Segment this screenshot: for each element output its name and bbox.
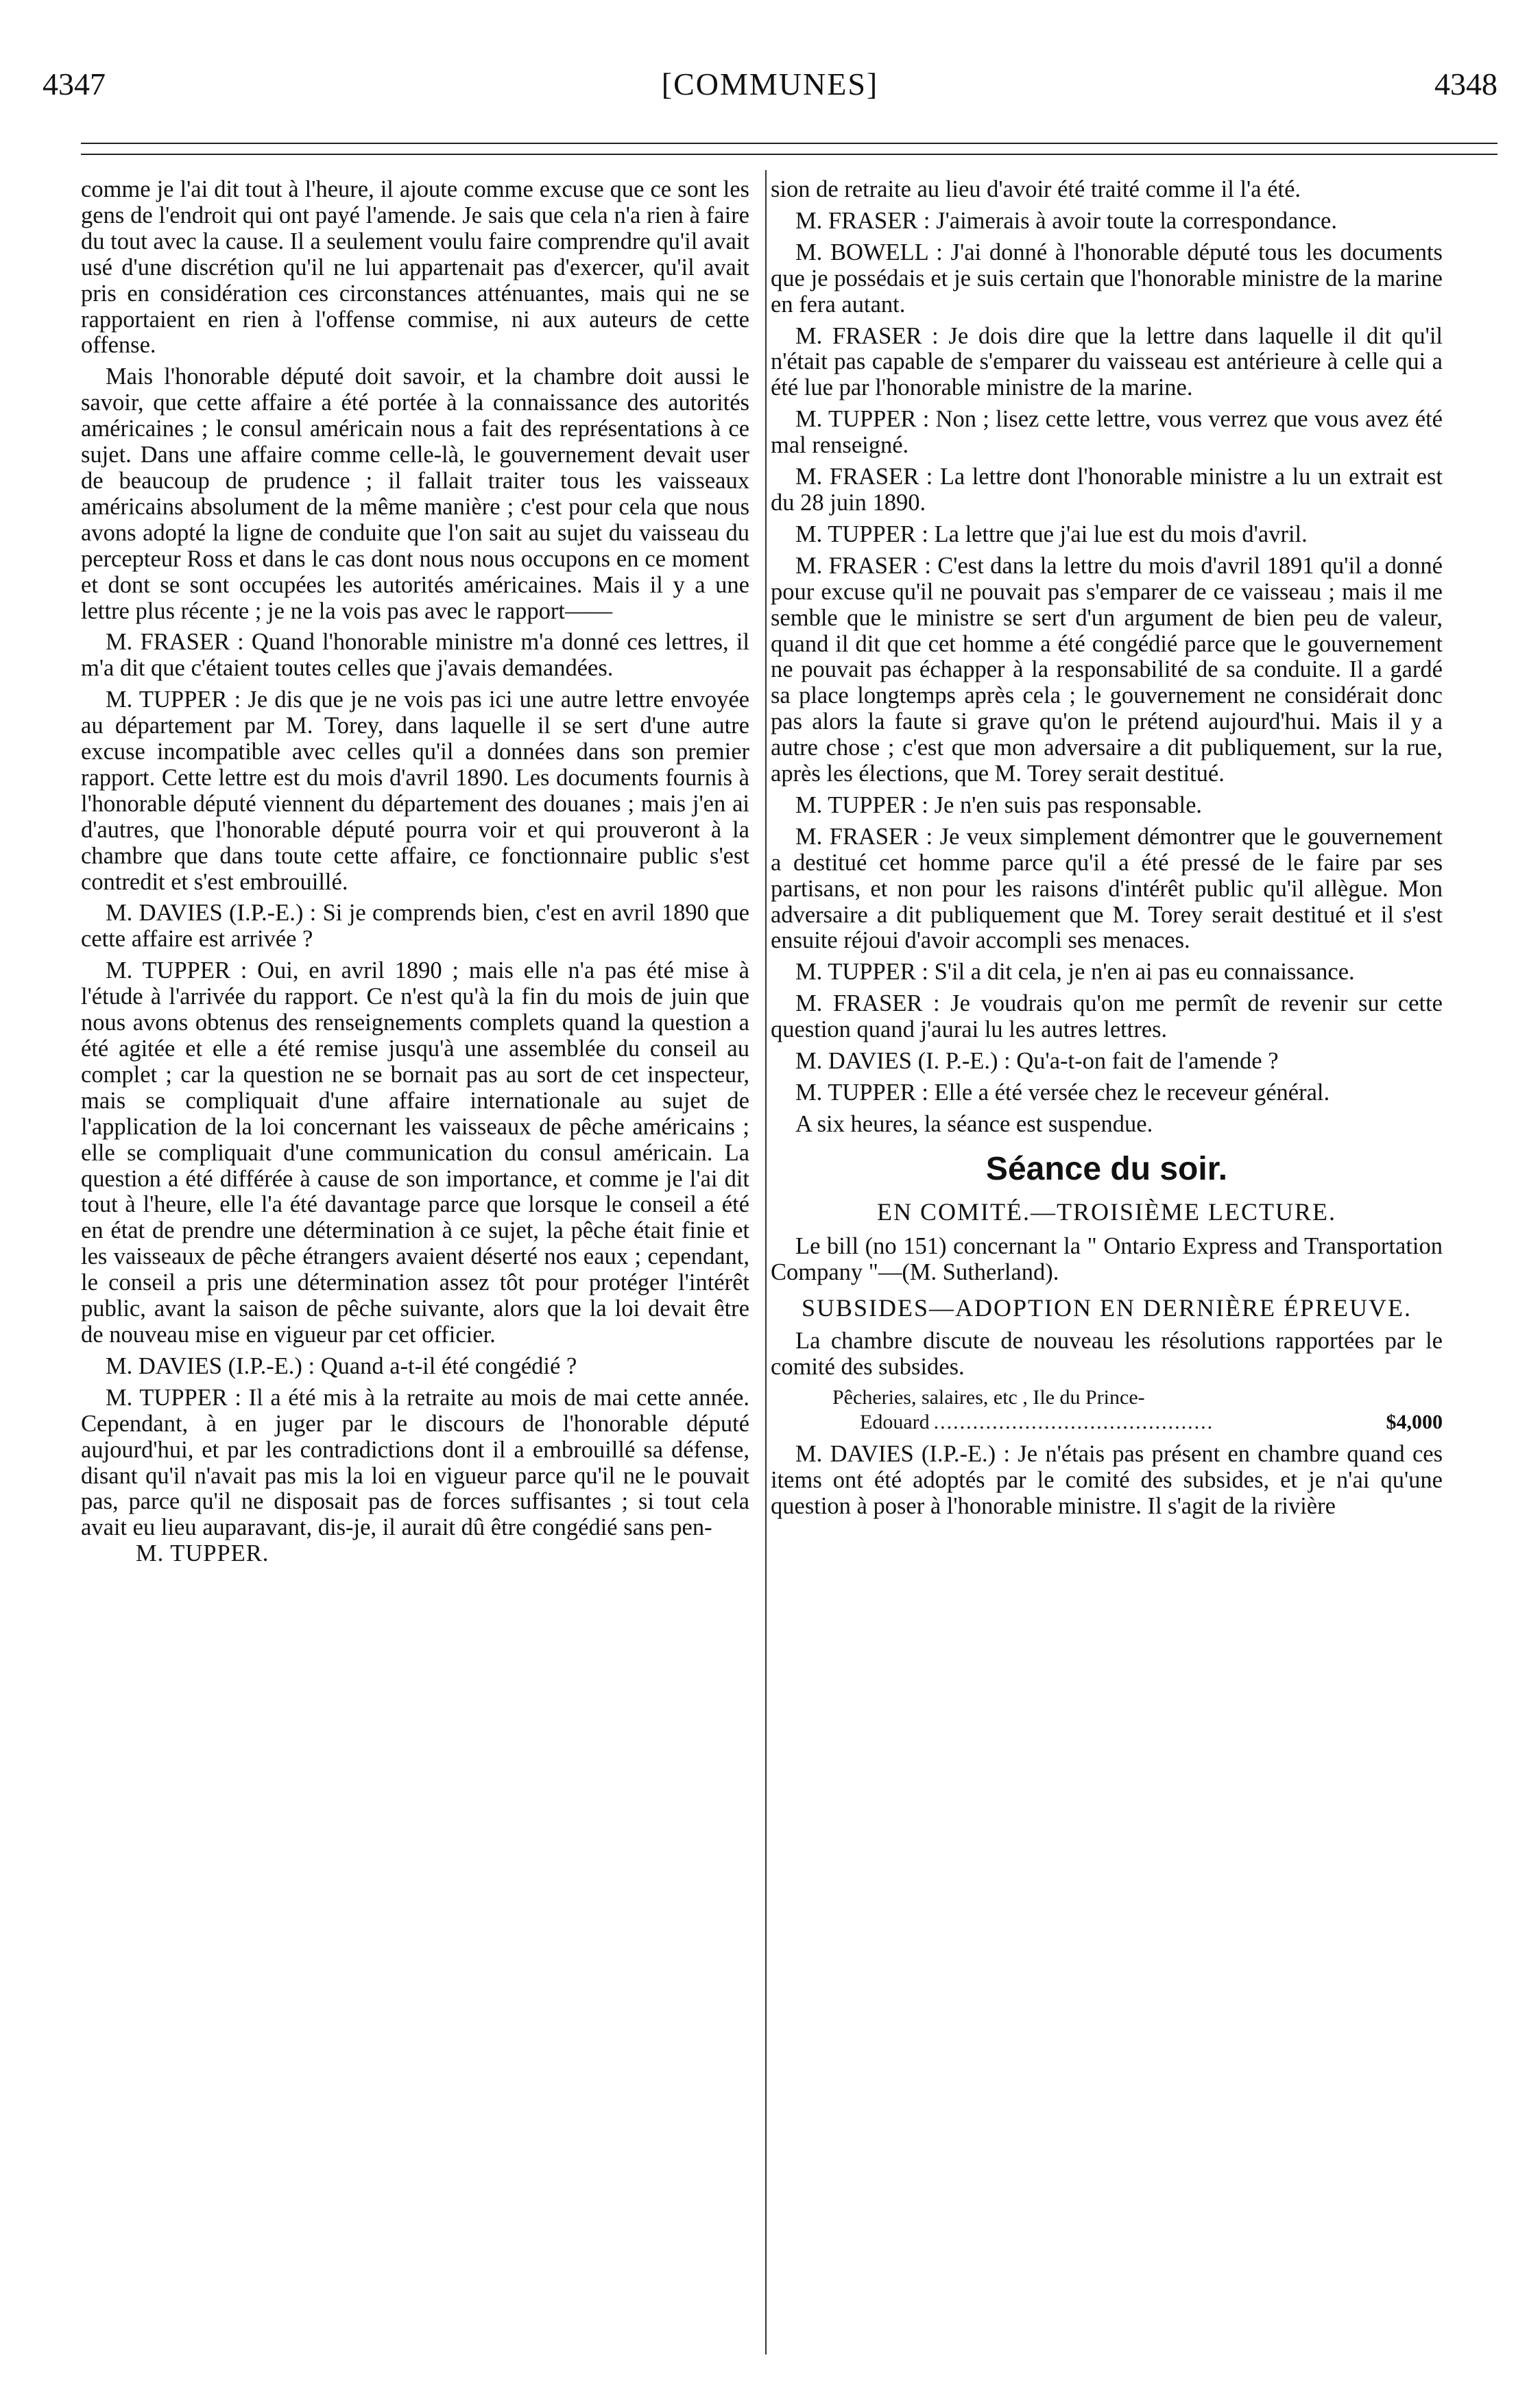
left-column bbox=[81, 177, 749, 2354]
paragraph: M. TUPPER : La lettre que j'ai lue est du mois d'avril. bbox=[795, 521, 1308, 547]
item-line2 bbox=[771, 1410, 1443, 1435]
column-separator bbox=[765, 170, 767, 2354]
subsides-heading: SUBSIDES—ADOPTION EN DERNIÈRE ÉPREUVE. bbox=[801, 1293, 1412, 1322]
bill-paragraph: Le bill (no 151) concernant la " Ontario Express and Transportation Company "—(M. Sutherland). bbox=[771, 1232, 1443, 1285]
running-header bbox=[43, 66, 1497, 107]
paragraph: M. FRASER : Je veux simplement démontrer que le gouvernement a destitué cet homme parce qu'il a été pressé de le faire par ses partisans, et non pour les raisons d'intérêt public qu'il allègue. Mon adversaire a dit publiquement que M. Torey serait destitué et il s'est ensuite réjoui d'avoir accompli ses menaces. bbox=[771, 823, 1443, 954]
paragraph: M. TUPPER : S'il a dit cela, je n'en ai pas eu connaissance. bbox=[795, 959, 1355, 986]
seance-heading: Séance du soir. bbox=[985, 1150, 1228, 1187]
page-number-right: 4348 bbox=[1434, 67, 1497, 102]
header-rule-top bbox=[81, 143, 1497, 144]
estimate-item bbox=[771, 1385, 1443, 1435]
paragraph: M. TUPPER : Elle a été versée chez le receveur général. bbox=[795, 1079, 1330, 1106]
paragraph: M. FRASER : Quand l'honorable ministre m'a donné ces lettres, il m'a dit que c'étaient toutes celles que j'avais demandées. bbox=[81, 629, 749, 682]
paragraph: M. FRASER : Je voudrais qu'on me permît de revenir sur cette question quand j'aurai lu les autres lettres. bbox=[771, 990, 1443, 1043]
paragraph: M. FRASER : C'est dans la lettre du mois d'avril 1891 qu'il a donné pour excuse qu'il ne pouvait pas s'emparer de ce vaisseau ; mais il me semble que le ministre se sert d'un argument de bien peu de valeur, quand il dit que cet homme a été congédié parce que le gouvernement ne pouvait pas échapper à la responsabilité de sa conduite. Il a gardé sa place longtemps après cela ; le gouvernement ne considérait donc pas alors la faute si grave qu'on le prétend aujourd'hui. Mais il y a autre chose ; c'est que mon adversaire a dit publiquement, sur la rue, après les élections, que M. Torey serait destitué. bbox=[771, 552, 1443, 787]
paragraph: M. TUPPER : Je n'en suis pas responsable. bbox=[795, 791, 1203, 818]
item-label-line2: Edouard bbox=[860, 1411, 930, 1434]
right-column bbox=[771, 177, 1443, 2354]
paragraph: M. TUPPER : Je dis que je ne vois pas ici une autre lettre envoyée au département par M. Torey, dans laquelle il se sert d'une autre excuse incompatible avec celles qu'il a données dans son premier rapport. Cette lettre est du mois d'avril 1890. Les documents fournis à l'honorable député viennent du département des douanes ; mais j'en ai d'autres, que l'honorable député pourra voir et qui prouveront à la chambre que dans toute cette affaire, ce fonctionnaire public s'est contredit et s'est embrouillé. bbox=[81, 687, 749, 895]
subsides-paragraph: La chambre discute de nouveau les résolutions rapportées par le comité des subsides. bbox=[771, 1327, 1443, 1380]
header-rule-bottom bbox=[81, 154, 1497, 155]
paragraph: M. TUPPER : Il a été mis à la retraite au mois de mai cette année. Cependant, à en juger par le discours de l'honorable député aujourd'hui, et par les contradictions dont il a embrouillé sa défense, disant qu'il n'avait pas mis la loi en vigueur parce qu'il ne le pouvait pas, parce qu'il ne disposait pas de forces suffisantes ; si tout cela avait eu lieu auparavant, dis-je, il aurait dû être congédié sans pen- bbox=[81, 1384, 749, 1541]
paragraph: sion de retraite au lieu d'avoir été traité comme il l'a été. bbox=[771, 177, 1301, 202]
paragraph: M. DAVIES (I.P.-E.) : Si je comprends bien, c'est en avril 1890 que cette affaire est arrivée ? bbox=[81, 900, 749, 953]
paragraph: M. FRASER : Je dois dire que la lettre dans laquelle il dit qu'il n'était pas capable de s'emparer du vaisseau est antérieure à celle qui a été lue par l'honorable ministre de la marine. bbox=[771, 322, 1443, 401]
item-label-line1: Pêcheries, salaires, etc , Ile du Prince- bbox=[832, 1386, 1145, 1409]
paragraph: M. DAVIES (I. P.-E.) : Qu'a-t-on fait de l'amende ? bbox=[795, 1048, 1279, 1075]
paragraph: comme je l'ai dit tout à l'heure, il ajoute comme excuse que ce sont les gens de l'endroit qui ont payé l'amende. Je sais que cela n'a rien à faire du tout avec la cause. Il a seulement voulu faire comprendre qu'il avait usé d'une discrétion qu'il ne lui appartenait pas d'exercer, qu'il avait pris en considération ces circonstances atténuantes, mais qui ne se rapportaient en rien à l'offense commise, ni aux auteurs de cette offense. bbox=[81, 177, 749, 359]
paragraph: M. FRASER : La lettre dont l'honorable ministre a lu un extrait est du 28 juin 1890. bbox=[771, 464, 1443, 516]
paragraph: M. FRASER : J'aimerais à avoir toute la correspondance. bbox=[795, 207, 1337, 234]
page-number-left: 4347 bbox=[43, 67, 106, 102]
header-title: [COMMUNES] bbox=[661, 67, 879, 102]
item-amount: $4,000 bbox=[1386, 1411, 1443, 1434]
paragraph: M. BOWELL : J'ai donné à l'honorable député tous les documents que je possédais et je suis certain que l'honorable ministre de la marine en fera autant. bbox=[771, 239, 1443, 318]
paragraph: Mais l'honorable député doit savoir, et la chambre doit aussi le savoir, que cette affaire a été portée à la connaissance des autorités américaines ; le consul américain nous a fait des représentations à ce sujet. Dans une affaire comme celle-là, le gouvernement devait user de beaucoup de prudence ; il fallait traiter tous les vaisseaux américains absolument de la même manière ; c'est pour cela que nous avons adopté la ligne de conduite que l'on sait au sujet du vaisseau du percepteur Ross et dans le cas dont nous nous occupons en ce moment et dont se sont occupées les autorités américaines. Mais il y a une lettre plus récente ; je ne la vois pas avec le rapport—— bbox=[81, 363, 749, 624]
paragraph: M. DAVIES (I.P.-E.) : Quand a-t-il été congédié ? bbox=[106, 1352, 577, 1379]
paragraph: A six heures, la séance est suspendue. bbox=[795, 1110, 1153, 1137]
item-leader-dots: ........................................... bbox=[933, 1411, 1214, 1434]
comite-heading: EN COMITÉ.—TROISIÈME LECTURE. bbox=[877, 1197, 1336, 1226]
catchword: M. TUPPER. bbox=[136, 1540, 269, 1567]
paragraph: M. TUPPER : Oui, en avril 1890 ; mais elle n'a pas été mise à l'étude à l'arrivée du rapport. Ce n'est qu'à la fin du mois de juin que nous avons obtenus des renseignements complets quand la question a été agitée et elle a été remise jusqu'à une assemblée du conseil au complet ; car la question ne se bornait pas au sort de cet inspecteur, mais se compliquait d'une affaire internationale au sujet de l'application de la loi concernant les vaisseaux de pêche américains ; elle se compliquait d'une communication du consul américain. La question a été différée à cause de son importance, et comme je l'ai dit tout à l'heure, elle l'a été davantage parce que lorsque le conseil a été en état de prendre une détermination à ce sujet, la pêche était finie et les vaisseaux de pêche étrangers avaient déserté nos eaux ; cependant, le conseil a pris une détermination assez tôt pour protéger l'intérêt public, avant la saison de pêche suivante, alors que la loi devait être de nouveau mise en vigueur par cet officier. bbox=[81, 957, 749, 1348]
paragraph: M. TUPPER : Non ; lisez cette lettre, vous verrez que vous avez été mal renseigné. bbox=[771, 406, 1443, 459]
paragraph: M. DAVIES (I.P.-E.) : Je n'étais pas présent en chambre quand ces items ont été adoptés par le comité des subsides, et je n'ai qu'une question à poser à l'honorable ministre. Il s'agit de la rivière bbox=[771, 1441, 1443, 1520]
